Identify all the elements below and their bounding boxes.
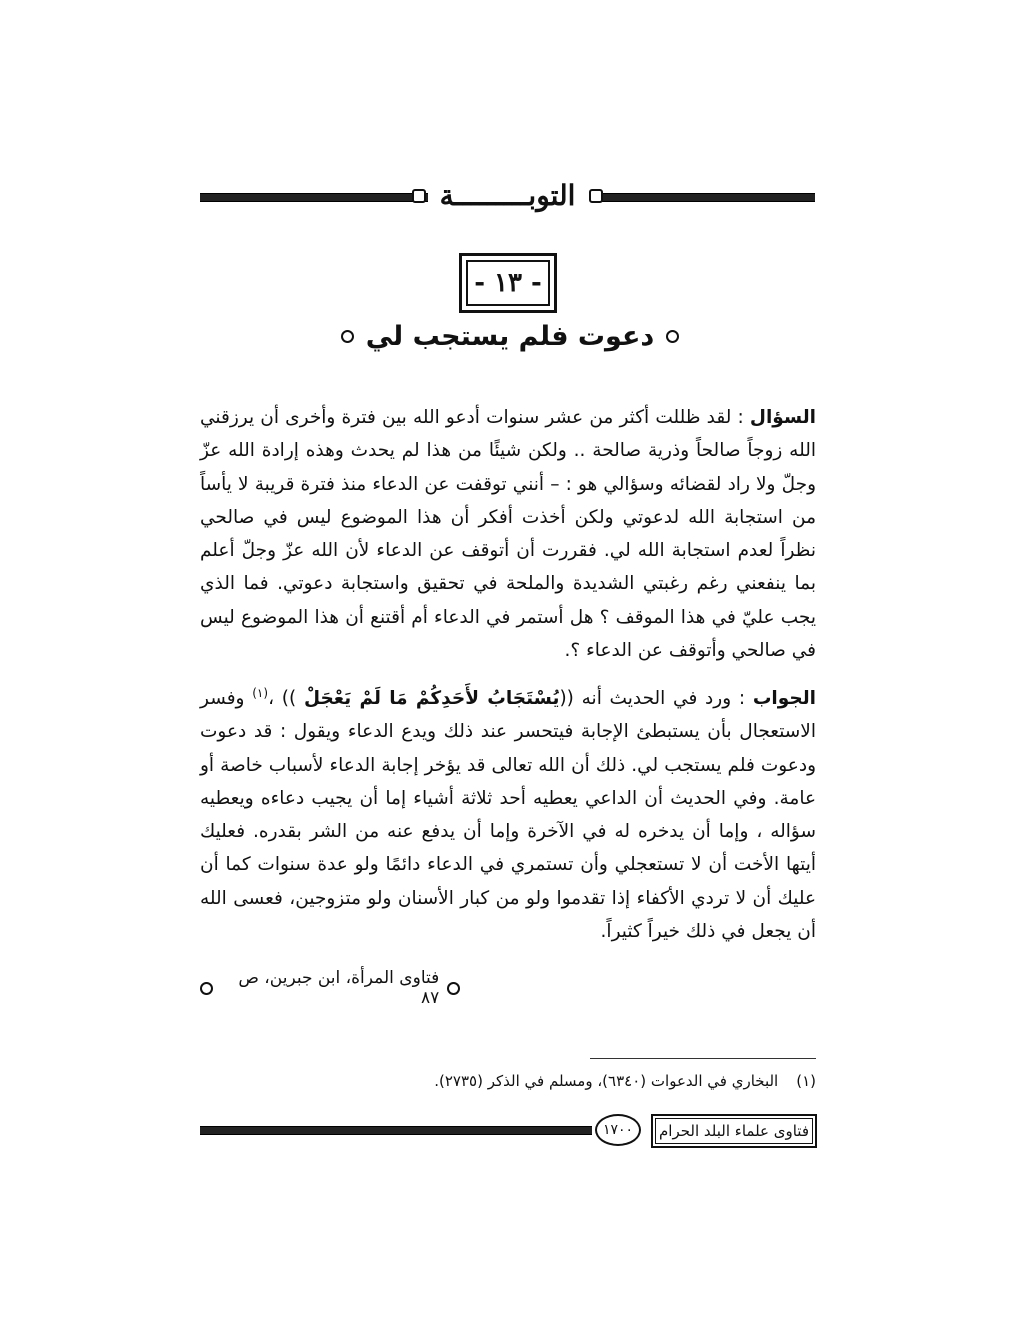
chapter-title: التوبـــــــــة: [436, 178, 580, 214]
answer-paragraph: [200, 682, 816, 948]
question-text: : لقد ظللت أكثر من عشر سنوات أدعو الله بين فترة وأخرى أن يرزقني الله زوجاً صالحاً وذرية صالحة .. ولكن شيئًا من هذا لم يحدث وهذه إرادة الله عزّ وجلّ ولا راد لقضائه وسؤالي هو : – أنني توقفت عن الدعاء منذ فترة قريبة لا يأساً من استجابة الله لدعوتي ولكن أخذت أفكر أن هذا الموضوع ليس في صالحي نظراً لعدم استجابة الله لي. فقررت أن أتوقف عن الدعاء لأن الله عزّ وجلّ أعلم بما ينفعني رغم رغبتي الشديدة والملحة في تحقيق واستجابة دعوتي. فما الذي يجب عليّ في هذا الموقف ؟ هل أستمر في الدعاء أم أقتنع أن هذا الموضوع ليس في صالحي وأتوقف عن الدعاء ؟.: [200, 407, 816, 662]
square-ornament-icon: [589, 189, 603, 203]
square-ornament-icon: [412, 189, 426, 203]
circle-ornament-icon: [447, 982, 460, 995]
footer-rule: [200, 1126, 592, 1135]
answer-text: وفسر الاستعجال بأن يستبطئ الإجابة فيتحسر عند ذلك ويدع الدعاء ويقول : قد دعوت ودعوت فلم يستجب لي. ذلك أن الله تعالى قد يؤخر إجابة الدعاء لأسباب خاصة أو عامة. وفي الحديث أن الداعي يعطيه أحد ثلاثة أشياء إما أن يجيب دعاءه ويعطيه سؤاله ، وإما أن يدخره له في الآخرة وإما أن يدفع عنه من الشر بقدره. فعليك أيتها الأخت أن لا تستعجلي وأن تستمري في الدعاء دائمًا ولو عدة سنوات كما أن عليك أن لا تردي الأكفاء إذا تقدموا ولو من كبار الأسنان ولو متزوجين، فعسى الله أن يجعل في ذلك خيراً كثيراً.: [200, 688, 816, 943]
hadith-close: )) ،: [268, 688, 304, 709]
page-number: ١٧٠٠: [602, 1122, 634, 1138]
hadith-quote: يُسْتَجَابُ لأَحَدِكُمْ مَا لَمْ يَعْجَلْ: [303, 688, 560, 709]
chapter-header: [200, 178, 815, 214]
fatwa-number: - ١٣ -: [466, 260, 550, 306]
book-title: فتاوى علماء البلد الحرام: [655, 1118, 813, 1144]
footnote: [360, 1068, 816, 1094]
answer-intro: : ورد في الحديث أنه ((: [559, 688, 753, 709]
footnote-text: البخاري في الدعوات (٦٣٤٠)، ومسلم في الذكر (٢٧٣٥).: [434, 1072, 779, 1090]
circle-ornament-icon: [341, 330, 354, 343]
book-title-box: [651, 1114, 817, 1148]
question-paragraph: [200, 401, 816, 667]
page-number-oval: [595, 1114, 641, 1146]
footnote-reference[interactable]: (١): [252, 685, 269, 700]
footnote-number: (١): [796, 1072, 816, 1090]
source-citation: [200, 968, 460, 1008]
fatwa-title-row: [300, 316, 720, 356]
circle-ornament-icon: [200, 982, 213, 995]
answer-label: الجواب: [752, 688, 816, 709]
question-label: السؤال: [749, 407, 816, 428]
circle-ornament-icon: [666, 330, 679, 343]
fatwa-title: دعوت فلم يستجب لي: [365, 320, 655, 352]
footnote-divider: [590, 1058, 816, 1059]
page-footer: [200, 1108, 817, 1152]
fatwa-number-box: [459, 253, 557, 313]
source-text: فتاوى المرأة، ابن جبرين، ص ٨٧: [238, 968, 440, 1008]
